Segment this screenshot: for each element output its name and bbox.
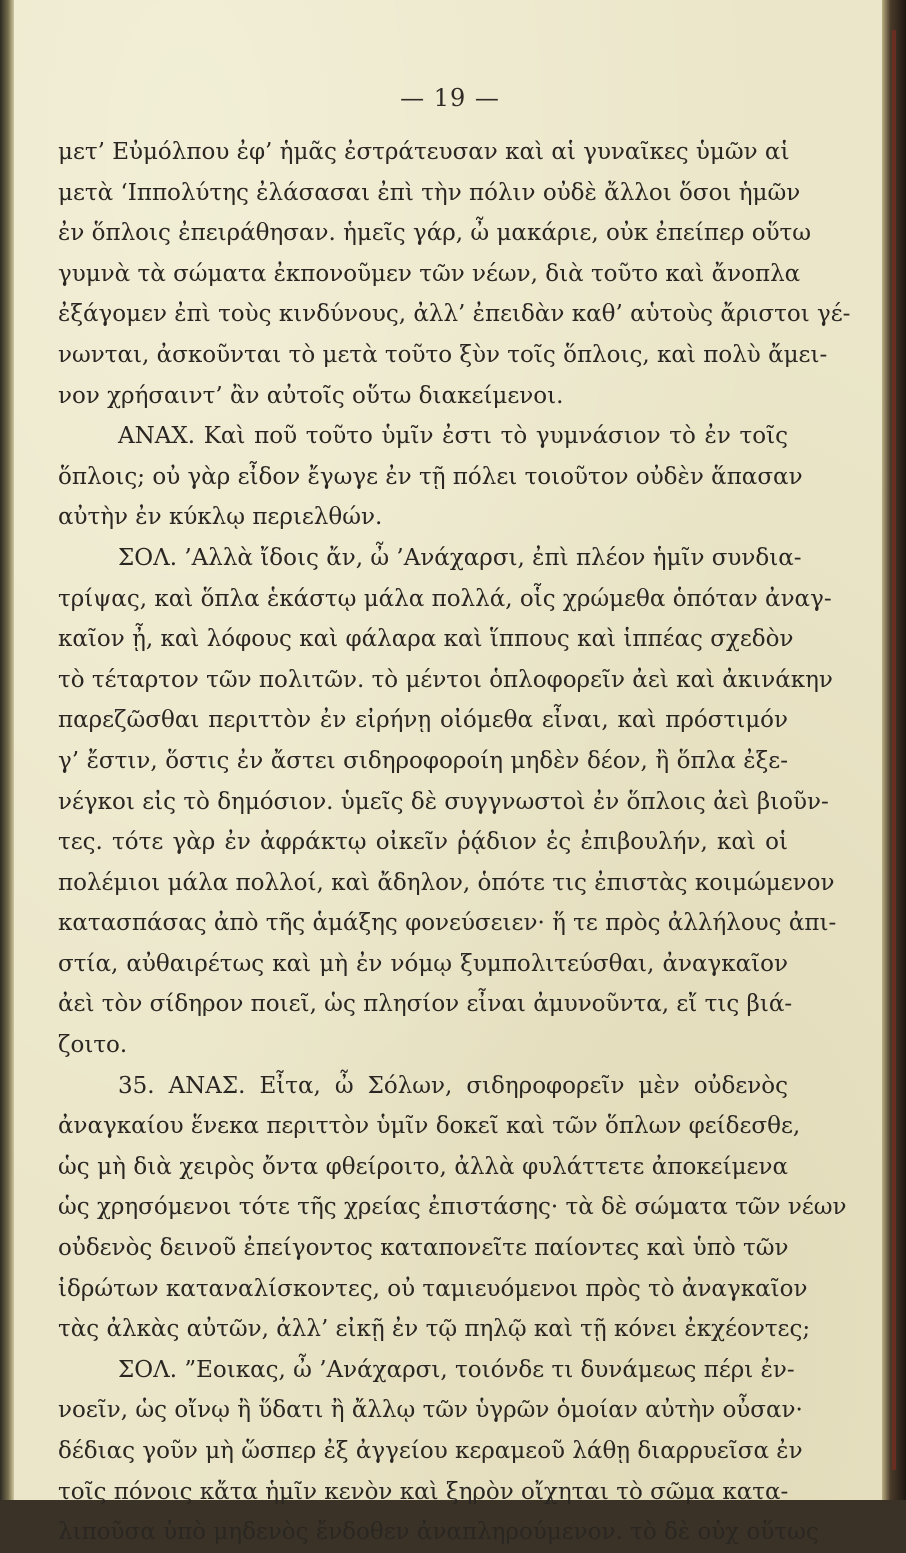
text-line: νοεῖν, ὡς οἴνῳ ἢ ὕδατι ἢ ἄλλῳ τῶν ὑγρῶν ὁμοίαν αὐτὴν οὖσαν· (58, 1397, 803, 1424)
text-line: ΑΝΑΧ. Καὶ ποῦ τοῦτο ὑμῖν ἐστι τὸ γυμνάσιον τὸ ἐν τοῖς (118, 423, 788, 450)
text-line: ἱδρώτων καταναλίσκοντες, οὐ ταμιευόμενοι πρὸς τὸ ἀναγκαῖον (58, 1275, 808, 1302)
book-spine-left (0, 0, 14, 1500)
book-page (14, 0, 886, 1546)
text-line: γ’ ἔστιν, ὅστις ἐν ἄστει σιδηροφοροίη μηδὲν δέον, ἢ ὅπλα ἐξε- (58, 747, 788, 774)
text-line: ὡς χρησόμενοι τότε τῆς χρείας ἐπιστάσης· τὰ δὲ σώματα τῶν νέων (58, 1194, 847, 1221)
text-line: πολέμιοι μάλα πολλοί, καὶ ἄδηλον, ὁπότε τις ἐπιστὰς κοιμώμενον (58, 869, 835, 896)
text-line: ΣΟΛ. ’Αλλὰ ἴδοις ἄν, ὦ ’Ανάχαρσι, ἐπὶ πλέον ἡμῖν συνδια- (118, 544, 802, 571)
text-line: τὸ τέταρτον τῶν πολιτῶν. τὸ μέντοι ὁπλοφορεῖν ἀεὶ καὶ ἀκινάκην (58, 666, 833, 693)
text-line: μετὰ ‘Ιππολύτης ἐλάσασαι ἐπὶ τὴν πόλιν οὐδὲ ἄλλοι ὅσοι ἡμῶν (58, 179, 801, 206)
text-line: ἐξάγομεν ἐπὶ τοὺς κινδύνους, ἀλλ’ ἐπειδὰν καθ’ αὑτοὺς ἄριστοι γέ- (58, 301, 851, 328)
text-line: ἀναγκαίου ἕνεκα περιττὸν ὑμῖν δοκεῖ καὶ τῶν ὅπλων φείδεσθε, (58, 1113, 801, 1140)
text-line: τοῖς πόνοις κἄτα ἡμῖν κενὸν καὶ ξηρὸν οἴχηται τὸ σῶμα κατα- (58, 1478, 789, 1505)
text-line: νέγκοι εἰς τὸ δημόσιον. ὑμεῖς δὲ συγγνωστοὶ ἐν ὅπλοις ἀεὶ βιοῦν- (58, 788, 829, 815)
page-body-text (58, 132, 851, 1553)
book-edge-right (882, 0, 906, 1500)
text-line: ἀεὶ τὸν σίδηρον ποιεῖ, ὡς πλησίον εἶναι ἀμυνοῦντα, εἴ τις βιά- (58, 991, 793, 1018)
text-line: παρεζῶσθαι περιττὸν ἐν εἰρήνῃ οἰόμεθα εἶναι, καὶ πρόστιμόν (58, 707, 788, 734)
text-line: ὅπλοις; οὐ γὰρ εἶδον ἔγωγε ἐν τῇ πόλει τοιοῦτον οὐδὲν ἅπασαν (58, 463, 803, 490)
text-line: ΣΟΛ. ”Εοικας, ὦ ’Ανάχαρσι, τοιόνδε τι δυνάμεως πέρι ἐν- (118, 1356, 795, 1383)
text-line: τὰς ἀλκὰς αὐτῶν, ἀλλ’ εἰκῇ ἐν τῷ πηλῷ καὶ τῇ κόνει ἐκχέοντες; (58, 1316, 811, 1343)
text-line: νωνται, ἀσκοῦνται τὸ μετὰ τοῦτο ξὺν τοῖς ὅπλοις, καὶ πολὺ ἄμει- (58, 341, 828, 368)
text-line: ὡς μὴ διὰ χειρὸς ὄντα φθείροιτο, ἀλλὰ φυλάττετε ἀποκείμενα (58, 1153, 788, 1180)
text-line: δέδιας γοῦν μὴ ὥσπερ ἐξ ἀγγείου κεραμεοῦ λάθῃ διαρρυεῖσα ἐν (58, 1438, 803, 1464)
text-line: καῖον ᾖ, καὶ λόφους καὶ φάλαρα καὶ ἵππους καὶ ἱππέας σχεδὸν (58, 626, 794, 653)
text-line: νον χρήσαιντ’ ἂν αὐτοῖς οὕτω διακείμενοι. (58, 382, 564, 409)
text-line: στία, αὐθαιρέτως καὶ μὴ ἐν νόμῳ ξυμπολιτεύσθαι, ἀναγκαῖον (58, 950, 788, 977)
text-line: κατασπάσας ἀπὸ τῆς ἁμάξης φονεύσειεν· ἥ τε πρὸς ἀλλήλους ἀπι- (58, 910, 837, 937)
text-line: τες. τότε γὰρ ἐν ἀφράκτῳ οἰκεῖν ῥᾴδιον ἐς ἐπιβουλήν, καὶ οἱ (58, 829, 788, 856)
page-number: — 19 — (400, 84, 500, 112)
text-line: τρίψας, καὶ ὅπλα ἑκάστῳ μάλα πολλά, οἷς χρώμεθα ὁπόταν ἀναγ- (58, 585, 832, 612)
text-line: μετ’ Εὐμόλπου ἐφ’ ἡμᾶς ἐστράτευσαν καὶ αἱ γυναῖκες ὑμῶν αἱ (58, 139, 790, 165)
text-line: αὐτὴν ἐν κύκλῳ περιελθών. (58, 504, 383, 531)
text-line: λιποῦσα ὑπὸ μηδενὸς ἔνδοθεν ἀναπληρούμενον. τὸ δὲ οὐχ οὕτως (58, 1519, 819, 1546)
text-line: ἐν ὅπλοις ἐπειράθησαν. ἡμεῖς γάρ, ὦ μακάριε, οὐκ ἐπείπερ οὕτω (58, 220, 812, 247)
text-line: ζοιτο. (58, 1032, 128, 1059)
text-line: 35. ΑΝΑΣ. Εἶτα, ὦ Σόλων, σιδηροφορεῖν μὲν οὐδενὸς (118, 1072, 788, 1099)
text-line: γυμνὰ τὰ σώματα ἐκπονοῦμεν τῶν νέων, διὰ τοῦτο καὶ ἄνοπλα (58, 260, 801, 287)
text-line: οὐδενὸς δεινοῦ ἐπείγοντος καταπονεῖτε παίοντες καὶ ὑπὸ τῶν (58, 1235, 789, 1262)
